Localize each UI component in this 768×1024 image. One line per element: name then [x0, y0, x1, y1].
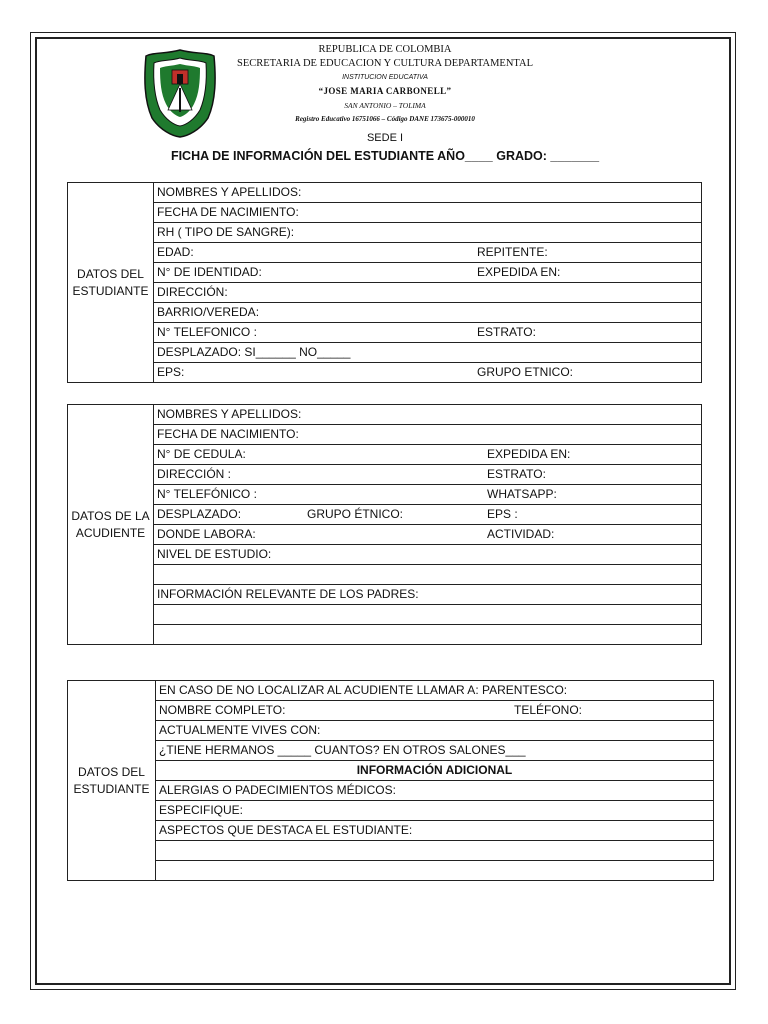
field-label: NOMBRES Y APELLIDOS: [157, 407, 302, 421]
field-label: ACTUALMENTE VIVES CON: [159, 723, 321, 737]
field-label: N° TELEFÓNICO : [157, 487, 257, 501]
section-heading: INFORMACIÓN ADICIONAL [356, 763, 513, 777]
form-row [68, 203, 702, 223]
form-row [68, 761, 714, 781]
form-field [154, 223, 702, 243]
field-label: NOMBRES Y APELLIDOS: [157, 185, 302, 199]
field-label [477, 343, 698, 362]
form-field [156, 701, 714, 721]
field-label [307, 445, 487, 464]
form-field [154, 343, 702, 363]
guardian-data-table [67, 404, 702, 645]
field-label [514, 781, 710, 800]
form-row [68, 183, 702, 203]
form-field [154, 363, 702, 383]
field-label [307, 465, 487, 484]
form-field [154, 405, 702, 425]
field-label: ¿TIENE HERMANOS _____ CUANTOS? EN OTROS SALONES___ [159, 743, 526, 757]
form-field [154, 545, 702, 565]
field-label [477, 183, 698, 202]
field-label: DIRECCIÓN: [157, 285, 228, 299]
section-side-label: DATOS DEL ESTUDIANTE [68, 183, 154, 383]
form-field [154, 445, 702, 465]
form-row [68, 681, 714, 701]
header-line-2: SECRETARIA DE EDUCACION Y CULTURA DEPARTAMENTAL [236, 58, 533, 69]
form-row [68, 485, 702, 505]
form-row [68, 565, 702, 585]
field-label [307, 545, 487, 564]
field-label: EN CASO DE NO LOCALIZAR AL ACUDIENTE LLAMAR A: PARENTESCO: [159, 683, 568, 697]
form-row [68, 343, 702, 363]
form-row [68, 701, 714, 721]
field-group [157, 343, 698, 362]
form-row [68, 263, 702, 283]
field-label: RH ( TIPO DE SANGRE): [157, 225, 295, 239]
form-field [154, 605, 702, 625]
field-label: REPITENTE: [477, 245, 548, 259]
field-label [307, 485, 487, 504]
form-field [154, 263, 702, 283]
form-row [68, 741, 714, 761]
field-label: ESTRATO: [487, 467, 546, 481]
field-label: EPS : [487, 507, 518, 521]
form-field [154, 465, 702, 485]
form-row [68, 605, 702, 625]
field-group [157, 425, 698, 444]
form-row [68, 861, 714, 881]
header-line-1: REPUBLICA DE COLOMBIA [318, 44, 452, 55]
field-group [157, 283, 698, 302]
form-row [68, 821, 714, 841]
form-field [156, 681, 714, 701]
field-group [159, 801, 710, 820]
form-row [68, 841, 714, 861]
form-field [154, 323, 702, 343]
field-group [159, 721, 710, 740]
form-row [68, 721, 714, 741]
field-label [514, 681, 710, 700]
form-field [156, 721, 714, 741]
field-group [159, 701, 710, 720]
form-row [68, 585, 702, 605]
field-label: GRUPO ÉTNICO: [307, 507, 404, 521]
header-registry: Registro Educativo 16751066 – Código DANE 173675-000010 [295, 115, 475, 123]
field-label: ALERGIAS O PADECIMIENTOS MÉDICOS: [159, 783, 396, 797]
field-label [307, 405, 487, 424]
field-label: NOMBRE COMPLETO: [159, 703, 286, 717]
field-label [477, 223, 698, 242]
form-field [154, 283, 702, 303]
field-label: N° DE CEDULA: [157, 447, 246, 461]
field-label: WHATSAPP: [487, 487, 557, 501]
form-row [68, 505, 702, 525]
form-row [68, 801, 714, 821]
field-group [157, 323, 698, 342]
form-title: FICHA DE INFORMACIÓN DEL ESTUDIANTE AÑO____ GRADO: _______ [170, 149, 600, 163]
form-field [154, 183, 702, 203]
field-group [157, 243, 698, 262]
field-label: N° TELEFONICO : [157, 325, 257, 339]
field-group [157, 405, 698, 424]
field-label: DESPLAZADO: SI______ NO_____ [157, 345, 351, 359]
form-row [68, 243, 702, 263]
form-field [156, 861, 714, 881]
form-field [156, 821, 714, 841]
form-field [154, 425, 702, 445]
form-row [68, 363, 702, 383]
field-group [159, 741, 710, 760]
form-field [154, 485, 702, 505]
form-field [154, 303, 702, 323]
field-label: DIRECCIÓN : [157, 467, 232, 481]
form-row [68, 425, 702, 445]
form-field [154, 243, 702, 263]
school-name: “JOSE MARIA CARBONELL” [318, 86, 452, 96]
form-row [68, 323, 702, 343]
field-label: TELÉFONO: [514, 703, 583, 717]
field-group [157, 585, 698, 604]
field-label: DONDE LABORA: [157, 527, 256, 541]
form-field [154, 505, 702, 525]
field-label: ASPECTOS QUE DESTACA EL ESTUDIANTE: [159, 823, 413, 837]
field-label: FECHA DE NACIMIENTO: [157, 427, 299, 441]
field-label: ESPECIFIQUE: [159, 803, 244, 817]
field-group [157, 363, 698, 382]
field-group [157, 445, 698, 464]
form-row [68, 525, 702, 545]
form-field [154, 585, 702, 605]
field-label [477, 203, 698, 222]
field-label: EPS: [157, 365, 185, 379]
additional-info-table [67, 680, 714, 881]
field-group [159, 781, 710, 800]
form-row [68, 223, 702, 243]
form-row [68, 625, 702, 645]
form-field [156, 781, 714, 801]
section-side-label: DATOS DEL ESTUDIANTE [68, 681, 156, 881]
form-field [154, 525, 702, 545]
form-row [68, 283, 702, 303]
form-row [68, 405, 702, 425]
form-field [156, 801, 714, 821]
field-label [514, 741, 710, 760]
field-label [477, 303, 698, 322]
field-label: DESPLAZADO: [157, 507, 242, 521]
field-group [157, 203, 698, 222]
form-field [154, 565, 702, 585]
field-group [159, 681, 710, 700]
form-field [154, 203, 702, 223]
field-group [157, 223, 698, 242]
field-group [157, 303, 698, 322]
field-label: EXPEDIDA EN: [477, 265, 561, 279]
field-label [514, 801, 710, 820]
student-data-table [67, 182, 702, 383]
section-side-label: DATOS DE LA ACUDIENTE [68, 405, 154, 645]
field-label [307, 425, 487, 444]
header-location: SAN ANTONIO – TOLIMA [344, 101, 426, 110]
form-row [68, 303, 702, 323]
form-field [156, 741, 714, 761]
field-label: GRUPO ETNICO: [477, 365, 574, 379]
field-label: NIVEL DE ESTUDIO: [157, 547, 272, 561]
field-label: EDAD: [157, 245, 194, 259]
field-group [157, 183, 698, 202]
form-row [68, 445, 702, 465]
field-label [307, 525, 487, 544]
form-field [154, 625, 702, 645]
field-group [157, 525, 698, 544]
field-label: N° DE IDENTIDAD: [157, 265, 262, 279]
field-label: EXPEDIDA EN: [487, 447, 571, 461]
field-label [477, 283, 698, 302]
form-field [156, 761, 714, 781]
field-group [157, 263, 698, 282]
form-row [68, 545, 702, 565]
field-label: ACTIVIDAD: [487, 527, 555, 541]
field-group [157, 485, 698, 504]
field-group [157, 465, 698, 484]
form-field [156, 841, 714, 861]
form-row [68, 465, 702, 485]
sede-label: SEDE I [366, 132, 404, 144]
field-label: ESTRATO: [477, 325, 536, 339]
field-label [514, 721, 710, 740]
field-group [157, 505, 698, 524]
field-label: FECHA DE NACIMIENTO: [157, 205, 299, 219]
field-group [159, 821, 710, 840]
field-label [307, 585, 487, 604]
header-line-3: INSTITUCION EDUCATIVA [342, 74, 428, 81]
field-label: INFORMACIÓN RELEVANTE DE LOS PADRES: [157, 587, 419, 601]
form-row [68, 781, 714, 801]
field-group [157, 545, 698, 564]
field-label: BARRIO/VEREDA: [157, 305, 260, 319]
field-label [514, 821, 710, 840]
